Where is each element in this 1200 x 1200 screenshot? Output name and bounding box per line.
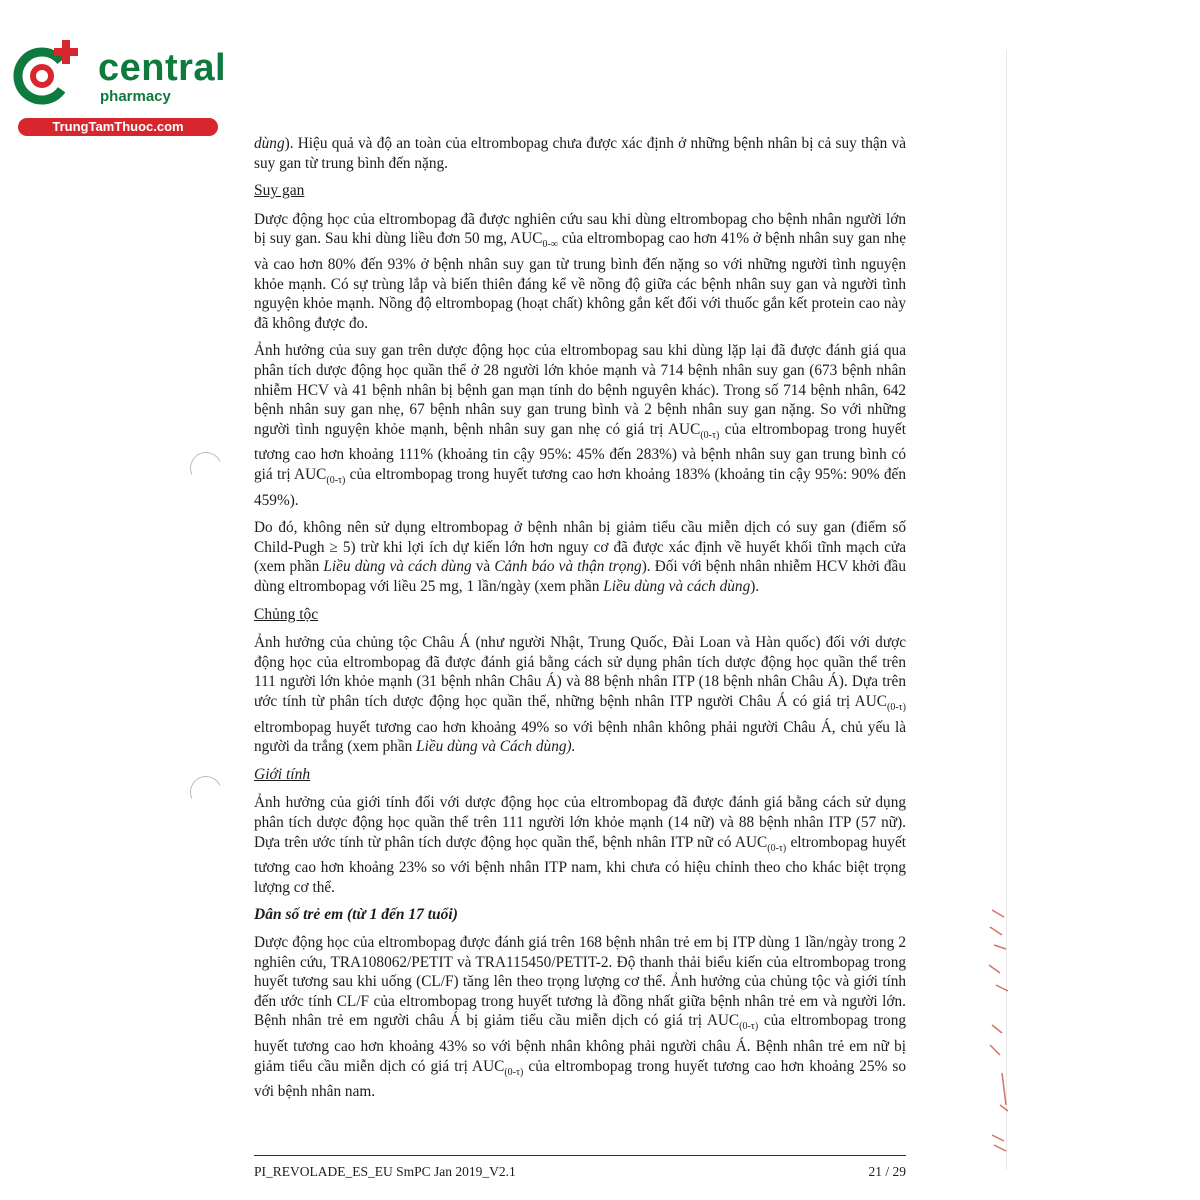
central-pharmacy-logo — [10, 38, 227, 138]
brand-name: central — [98, 47, 227, 89]
punch-hole-mark — [185, 771, 226, 812]
paragraph: Dược động học của eltrombopag được đánh giá trên 168 bệnh nhân trẻ em bị ITP dùng 1 lần/ngày trong 2 nghiên cứu, TRA108062/PETIT và TRA115450/PETIT-2. Độ thanh thải biểu kiến của eltrombopag trong huyết tương sau khi uống (CL/F) tăng lên theo trọng lượng cơ thể. Ảnh hưởng của chủng tộc và giới tính đến ước tính CL/F của eltrombopag trong huyết tương là đồng nhất giữa bệnh nhân trẻ em và người lớn. Bệnh nhân trẻ em người châu Á bị giảm tiểu cầu miễn dịch có giá trị $AUC_{(0-\tau)}$ của eltrombopag trong huyết tương cao hơn khoảng 43% so với bệnh nhân không phải người châu Á. Bệnh nhân trẻ em nữ bị giảm tiểu cầu miễn dịch có giá trị $AUC_{(0-\tau)}$ của eltrombopag trong huyết tương cao hơn khoảng 25% so với bệnh nhân nam. — [254, 934, 906, 1101]
red-stamp-mark-icon — [984, 905, 1014, 1155]
central-logo-mark-icon — [10, 38, 88, 110]
heading-chung-toc: Chủng tộc — [254, 605, 319, 623]
brand-website: TrungTamThuoc.com — [18, 118, 218, 136]
paragraph: Dược động học của eltrombopag đã được nghiên cứu sau khi dùng eltrombopag cho bệnh nhân người lớn bị suy gan. Sau khi dùng liều đơn 50 mg, $AUC_{0-\infty}$ của eltrombopag cao hơn 41% ở bệnh nhân suy gan nhẹ và cao hơn 80% đến 93% ở bệnh nhân suy gan từ trung bình đến nặng so với những người tình nguyện khỏe mạnh. Có sự trùng lắp và biến thiên đáng kể về nồng độ giữa các bệnh nhân suy gan và người tình nguyện khỏe mạnh. Nồng độ eltrombopag (hoạt chất) không gắn kết đối với thuốc gắn kết protein cao này đã không được đo. — [254, 210, 906, 332]
paragraph: Ảnh hưởng của suy gan trên dược động học của eltrombopag sau khi dùng lặp lại đã được đánh giá qua phân tích dược động học quần thể ở 28 người lớn khỏe mạnh và 714 bệnh nhân suy gan (673 bệnh nhân nhiễm HCV và 41 bệnh nhân bị bệnh gan mạn tính do bệnh nguyên khác). Trong số 714 bệnh nhân, 642 bệnh nhân suy gan nhẹ, 67 bệnh nhân suy gan trung bình và 2 bệnh nhân suy gan nặng. So với những người tình nguyện khỏe mạnh, bệnh nhân suy gan nhẹ có giá trị $AUC_{(0-\tau)}$ của eltrombopag trong huyết tương cao hơn khoảng 111% (khoảng tin cậy 95%: 45% đến 283%) và bệnh nhân suy gan trung bình có giá trị $AUC_{(0-\tau)}$ của eltrombopag trong huyết tương cao hơn khoảng 183% (khoảng tin cậy 95%: 90% đến 459%). — [254, 342, 906, 509]
brand-subtitle: pharmacy — [100, 88, 171, 105]
paragraph: Ảnh hưởng của giới tính đối với dược động học của eltrombopag đã được đánh giá bằng cách sử dụng phân tích dược động học quần thể trên 111 người lớn khỏe mạnh (14 nữ) và 88 bệnh nhân ITP (57 nữ). Dựa trên ước tính từ phân tích dược động học quần thể, bệnh nhân ITP nữ có $AUC_{(0-\tau)}$ eltrombopag huyết tương cao hơn khoảng 23% so với bệnh nhân ITP nam, khi chưa có hiệu chỉnh theo cho khác biệt trọng lượng cơ thể. — [254, 794, 906, 896]
footer-page-number: 21 / 29 — [868, 1164, 906, 1179]
punch-hole-mark — [185, 447, 226, 488]
footer-divider — [254, 1155, 906, 1156]
paragraph: Ảnh hưởng của chủng tộc Châu Á (như người Nhật, Trung Quốc, Đài Loan và Hàn quốc) đối với dược động học của eltrombopag đã được đánh giá bằng cách sử dụng phân tích dược động học quần thể trên 111 người lớn khỏe mạnh (31 bệnh nhân Châu Á) và 88 bệnh nhân ITP (18 bệnh nhân Châu Á). Dựa trên ước tính từ phân tích dược động học quần thể, những bệnh nhân ITP người Châu Á có giá trị $AUC_{(0-\tau)}$ eltrombopag huyết tương cao hơn khoảng 49% so với bệnh nhân không phải người Châu Á, chủ yếu là người da trắng (xem phần Liều dùng và Cách dùng). — [254, 634, 906, 756]
heading-dan-so-tre-em: Dân số trẻ em (từ 1 đến 17 tuổi) — [254, 906, 458, 924]
paragraph: dùng). Hiệu quả và độ an toàn của eltrombopag chưa được xác định ở những bệnh nhân bị cả suy thận và suy gan từ trung bình đến nặng. — [254, 135, 906, 172]
heading-suy-gan: Suy gan — [254, 182, 305, 200]
document-body — [254, 134, 906, 1110]
heading-gioi-tinh: Giới tính — [254, 765, 311, 783]
footer-document-id: PI_REVOLADE_ES_EU SmPC Jan 2019_V2.1 — [254, 1164, 516, 1179]
paragraph: Do đó, không nên sử dụng eltrombopag ở bệnh nhân bị giảm tiểu cầu miễn dịch có suy gan (điểm số Child-Pugh ≥ 5) trừ khi lợi ích dự kiến lớn hơn nguy cơ đã được xác định về huyết khối tĩnh mạch cửa (xem phần Liều dùng và cách dùng và Cảnh báo và thận trọng). Đối với bệnh nhân nhiễm HCV khởi đầu dùng eltrombopag với liều 25 mg, 1 lần/ngày (xem phần Liều dùng và cách dùng). — [254, 519, 906, 596]
